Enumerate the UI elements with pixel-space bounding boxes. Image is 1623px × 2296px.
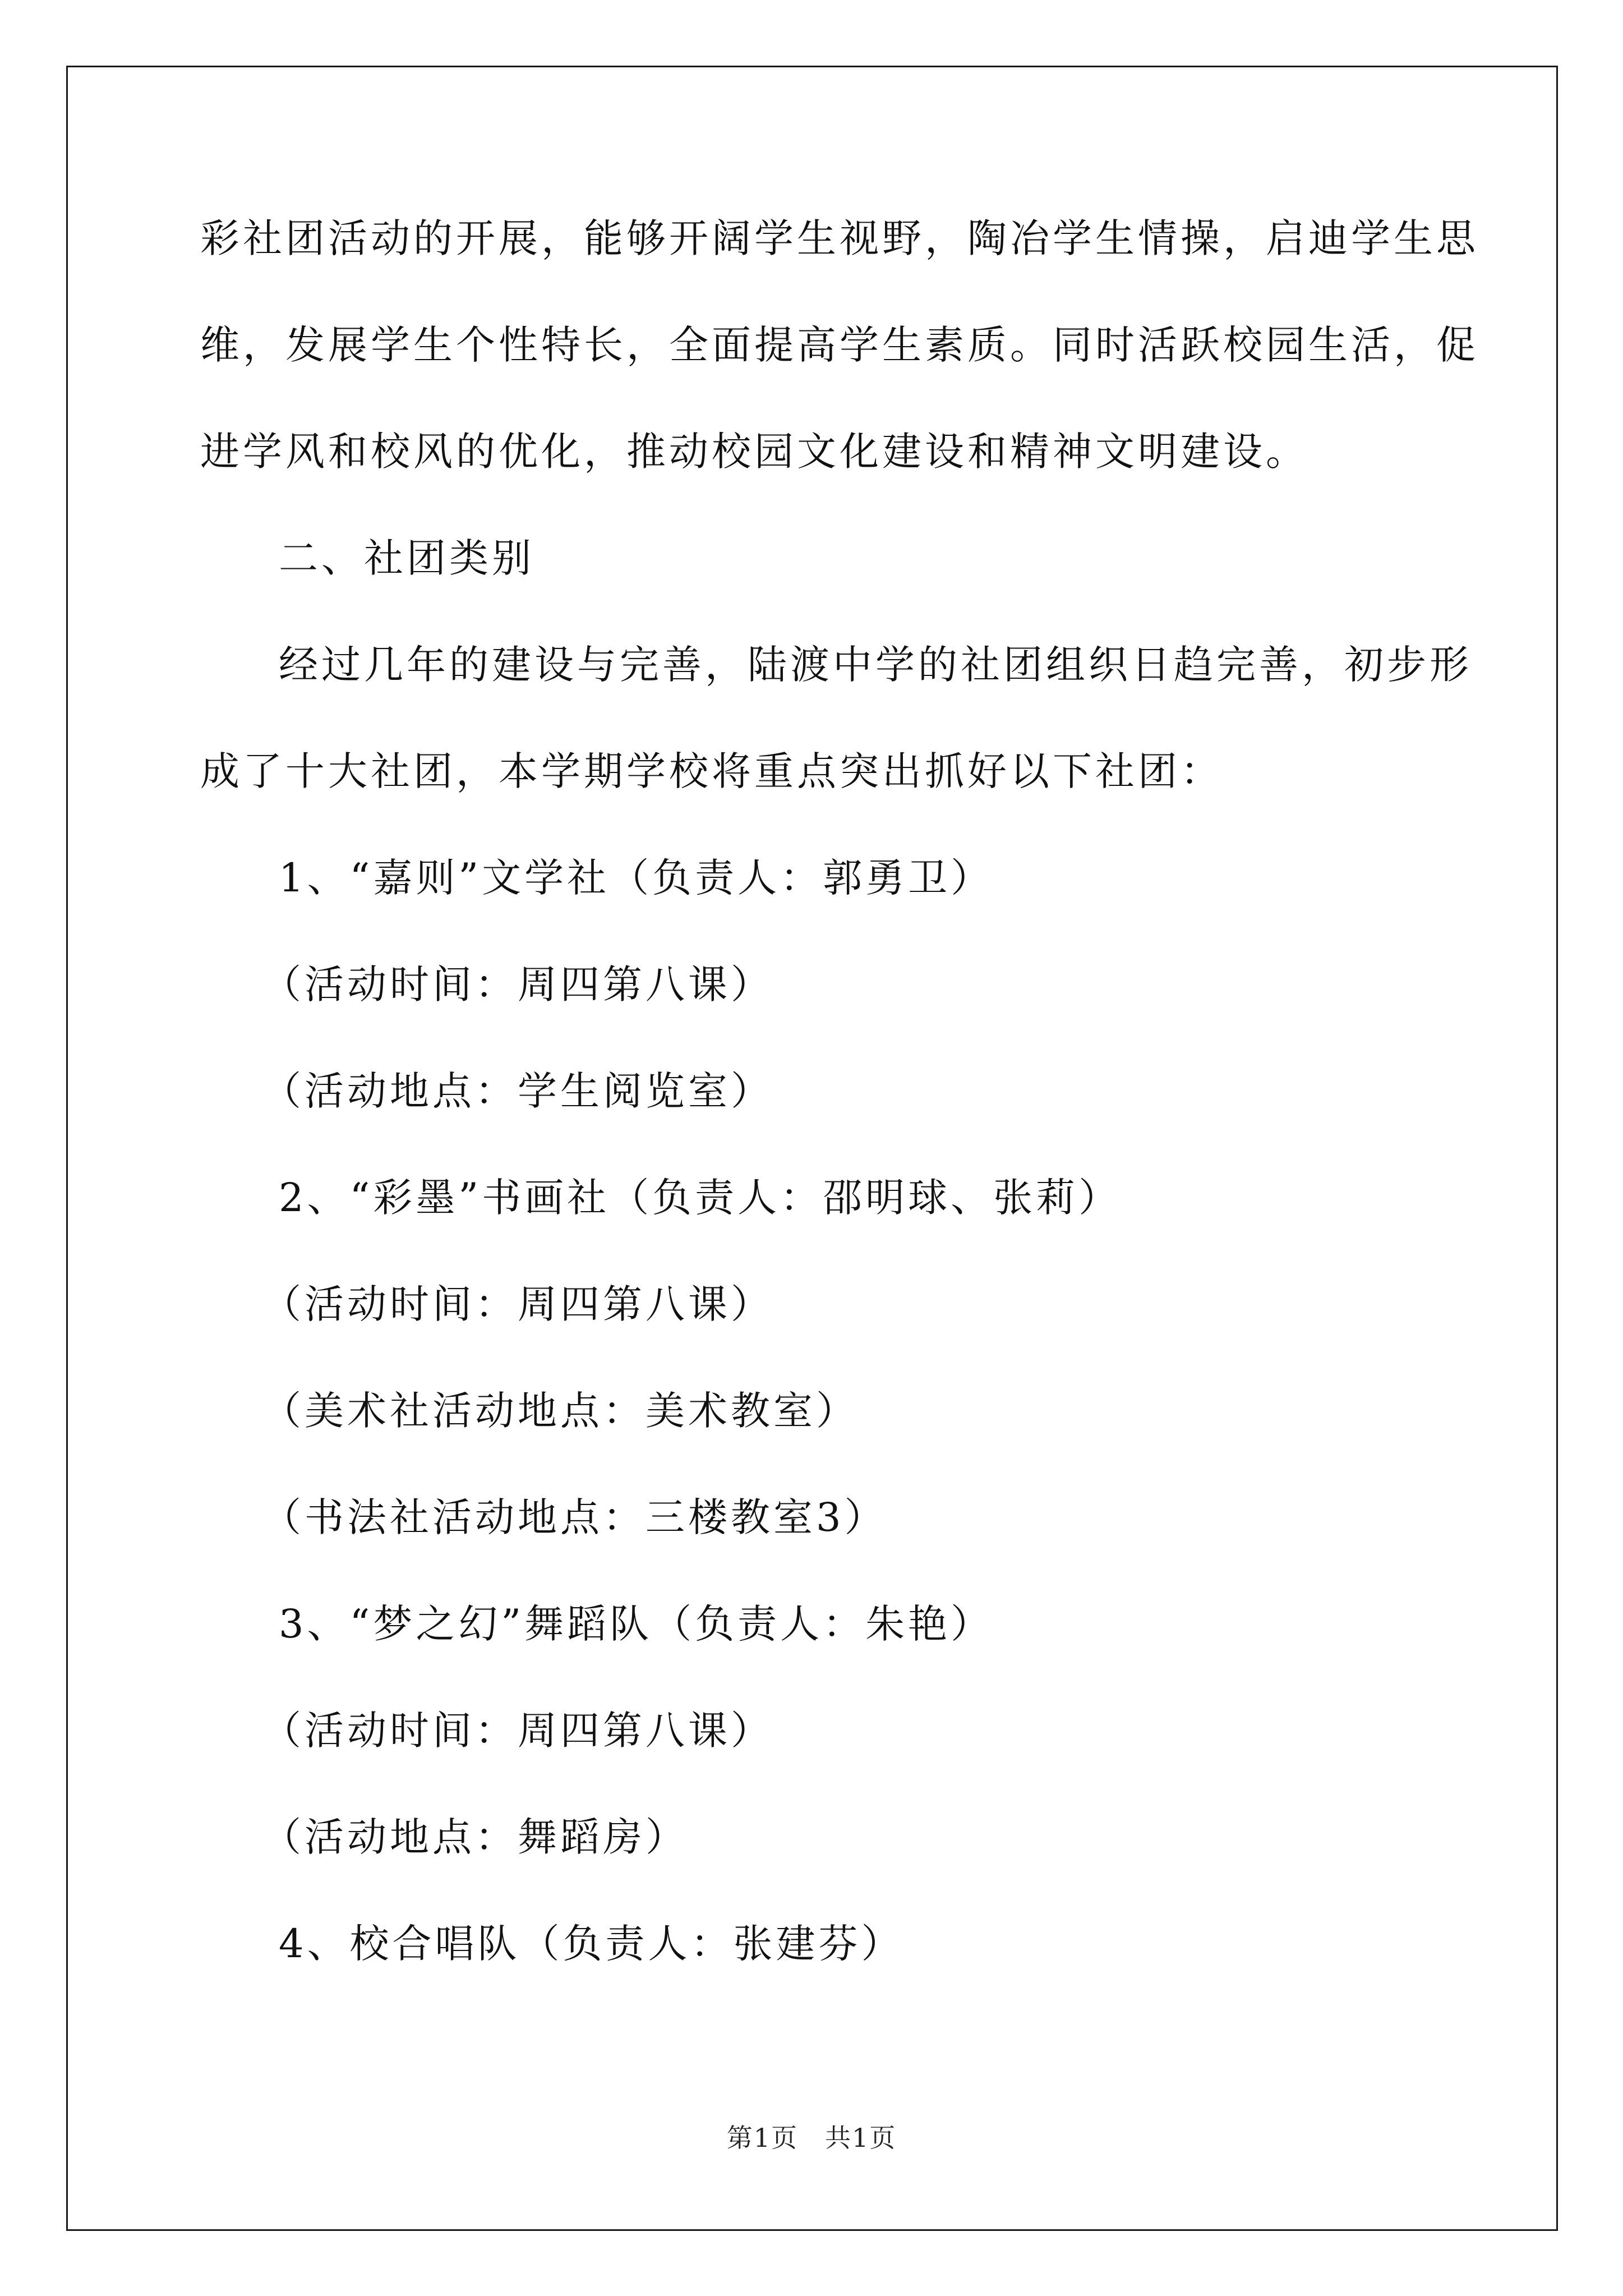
list-detail: （活动时间：周四第八课）	[262, 1281, 773, 1327]
list-detail: （活动地点：舞蹈房）	[262, 1814, 688, 1860]
list-item: 4、校合唱队（负责人：张建芬）	[279, 1921, 904, 1967]
page-border	[66, 66, 1558, 2231]
paragraph-line: 成了十大社团，本学期学校将重点突出抓好以下社团：	[200, 748, 1223, 794]
list-detail: （活动地点：学生阅览室）	[262, 1068, 773, 1114]
paragraph-line: 经过几年的建设与完善，陆渡中学的社团组织日趋完善，初步形	[279, 642, 1472, 688]
list-detail: （美术社活动地点：美术教室）	[262, 1388, 859, 1434]
paragraph-line: 彩社团活动的开展，能够开阔学生视野，陶冶学生情操，启迪学生思	[200, 215, 1479, 261]
list-item: 3、“梦之幻”舞蹈队（负责人：朱艳）	[279, 1601, 994, 1647]
paragraph-line: 维，发展学生个性特长，全面提高学生素质。同时活跃校园生活，促	[200, 322, 1479, 368]
paragraph-line: 进学风和校风的优化，推动校园文化建设和精神文明建设。	[200, 429, 1308, 475]
list-item: 2、“彩墨”书画社（负责人：邵明球、张莉）	[279, 1175, 1122, 1221]
section-heading: 二、社团类别	[279, 535, 534, 581]
page-footer: 第1页 共1页	[726, 2123, 897, 2153]
list-item: 1、“嘉则”文学社（负责人：郭勇卫）	[279, 855, 994, 901]
list-detail: （书法社活动地点：三楼教室3）	[262, 1494, 887, 1540]
list-detail: （活动时间：周四第八课）	[262, 1708, 773, 1754]
list-detail: （活动时间：周四第八课）	[262, 961, 773, 1007]
